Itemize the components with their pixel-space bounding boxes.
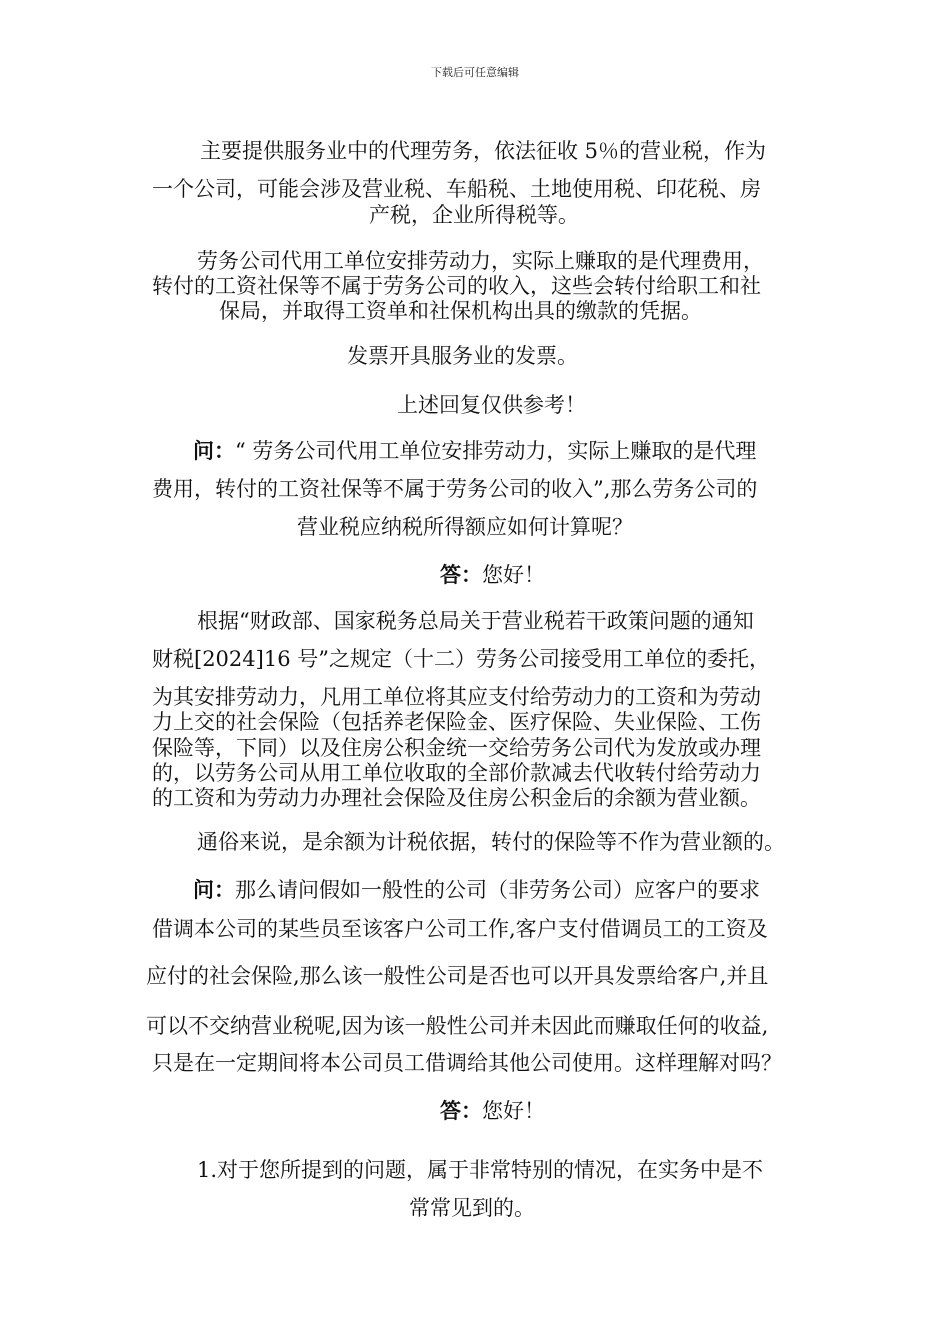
answer-1-text: 您好！	[482, 563, 545, 587]
question-1-line-3: 营业税应纳税所得额应如何计算呢？	[297, 515, 633, 539]
paragraph-5-line-1: 根据“财政部、国家税务总局关于营业税若干政策问题的通知	[197, 609, 754, 633]
question-2-line-5: 只是在一定期间将本公司员工借调给其他公司使用。这样理解对吗？	[152, 1051, 782, 1075]
question-1-line-1	[0, 438, 950, 464]
paragraph-1-line-1: 主要提供服务业中的代理劳务，依法征收 5％的营业税，作为	[200, 139, 767, 163]
question-1-line-2: 费用，转付的工资社保等不属于劳务公司的收入”,那么劳务公司的	[152, 477, 758, 501]
paragraph-7-line-1: 1.对于您所提到的问题，属于非常特别的情况，在实务中是不	[197, 1158, 764, 1182]
answer-2	[0, 1098, 950, 1124]
page-header: 下载后可任意编辑	[431, 66, 519, 79]
paragraph-2-line-3: 保局，并取得工资单和社保机构出具的缴款的凭据。	[219, 299, 702, 323]
paragraph-1-line-2: 一个公司，可能会涉及营业税、车船税、土地使用税、印花税、房	[152, 177, 761, 201]
question-2-text: 那么请问假如一般性的公司（非劳务公司）应客户的要求	[235, 878, 760, 902]
paragraph-1-line-3: 产税，企业所得税等。	[369, 203, 579, 227]
paragraph-7-line-2: 常常见到的。	[409, 1196, 535, 1220]
invoice-note: 发票开具服务业的发票。	[347, 344, 578, 368]
question-1-text: “ 劳务公司代用工单位安排劳动力，实际上赚取的是代理	[235, 439, 757, 463]
answer-1	[0, 562, 950, 588]
paragraph-6: 通俗来说，是余额为计税依据，转付的保险等不作为营业额的。	[197, 830, 785, 854]
paragraph-5-line-5: 保险等，下同）以及住房公积金统一交给劳务公司代为发放或办理	[152, 736, 761, 760]
answer-1-label: 答：	[440, 563, 482, 587]
paragraph-5-line-6: 的，以劳务公司从用工单位收取的全部价款减去代收转付给劳动力	[152, 761, 761, 785]
paragraph-2-line-1: 劳务公司代用工单位安排劳动力，实际上赚取的是代理费用，	[197, 249, 764, 273]
question-2-line-3: 应付的社会保险,那么该一般性公司是否也可以开具发票给客户,并且	[146, 964, 769, 988]
question-2-line-2: 借调本公司的某些员至该客户公司工作,客户支付借调员工的工资及	[152, 917, 768, 941]
paragraph-2-line-2: 转付的工资社保等不属于劳务公司的收入，这些会转付给职工和社	[152, 274, 761, 298]
paragraph-5-line-2: 财税[2024]16 号”之规定（十二）劳务公司接受用工单位的委托，	[152, 647, 770, 671]
paragraph-5-line-4: 力上交的社会保险（包括养老保险金、医疗保险、失业保险、工伤	[152, 710, 761, 734]
reference-note: 上述回复仅供参考！	[397, 393, 586, 417]
question-2-line-4: 可以不交纳营业税呢,因为该一般性公司并未因此而赚取任何的收益,	[146, 1014, 769, 1038]
paragraph-5-line-7: 的工资和为劳动力办理社会保险及住房公积金后的余额为营业额。	[152, 786, 761, 810]
answer-2-label: 答：	[440, 1099, 482, 1123]
answer-2-text: 您好！	[482, 1099, 545, 1123]
paragraph-5-line-3: 为其安排劳动力，凡用工单位将其应支付给劳动力的工资和为劳动	[152, 685, 761, 709]
question-2-line-1	[0, 877, 950, 903]
question-2-label: 问：	[193, 878, 235, 902]
question-1-label: 问：	[193, 439, 235, 463]
